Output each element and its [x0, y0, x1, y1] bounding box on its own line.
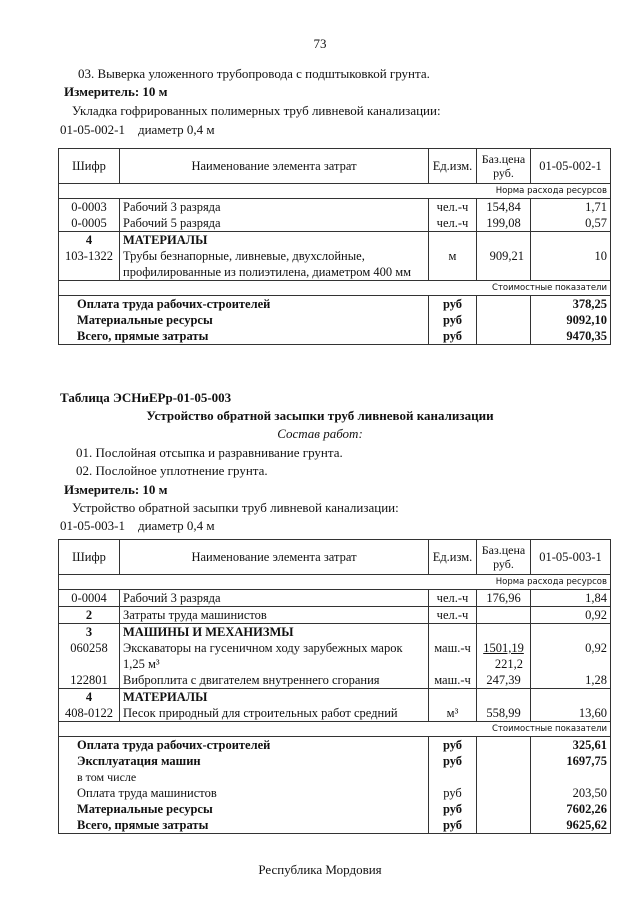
- norm-subheader: Норма расхода ресурсов: [59, 575, 611, 590]
- table-row: 060258 Экскаваторы на гусеничном ходу зарубежных марок 1,25 м³ маш.-ч 1501,19 221,2 0,92: [59, 640, 611, 672]
- table-row: 122801 Виброплита с двигателем внутреннего сгорания маш.-ч 247,39 1,28: [59, 672, 611, 689]
- header-norm: 01-05-003-1: [531, 540, 611, 575]
- section-title: Укладка гофрированных полимерных труб ливневой канализации:: [72, 103, 441, 118]
- table-row: 408-0122 Песок природный для строительных работ средний м³ 558,99 13,60: [59, 705, 611, 722]
- measure-unit: Измеритель: 10 м: [64, 482, 168, 497]
- norm-subheader: Норма расхода ресурсов: [59, 184, 611, 199]
- summary-row: Всего, прямые затраты руб 9625,62: [59, 817, 611, 834]
- page-number: 73: [313, 36, 327, 51]
- composition-label: Состав работ:: [277, 426, 363, 441]
- table-row: 103-1322 Трубы безнапорные, ливневые, двухслойные, профилированные из полиэтилена, диаметром 400 мм м 909,21 10: [59, 248, 611, 281]
- summary-row: Материальные ресурсы руб 9092,10: [59, 312, 611, 328]
- header-code: Шифр: [59, 540, 120, 575]
- header-unit: Ед.изм.: [429, 540, 477, 575]
- summary-row: Оплата труда машинистов руб 203,50: [59, 785, 611, 801]
- table-row: 0-0003 Рабочий 3 разряда чел.-ч 154,84 1,71: [59, 199, 611, 216]
- header-name: Наименование элемента затрат: [120, 540, 429, 575]
- header-norm: 01-05-002-1: [531, 149, 611, 184]
- header-name: Наименование элемента затрат: [120, 149, 429, 184]
- header-price: Баз.цена руб.: [477, 149, 531, 184]
- work-item: 02. Послойное уплотнение грунта.: [76, 463, 268, 478]
- summary-row: Оплата труда рабочих-строителей руб 325,61: [59, 737, 611, 754]
- table-row-group-header: 4 МАТЕРИАЛЫ: [59, 689, 611, 706]
- summary-row: Оплата труда рабочих-строителей руб 378,25: [59, 296, 611, 313]
- work-item: 03. Выверка уложенного трубопровода с подштыковкой грунта.: [78, 66, 430, 81]
- table-row: 0-0005 Рабочий 5 разряда чел.-ч 199,08 0,57: [59, 215, 611, 232]
- table-header-row: [59, 149, 611, 184]
- estimate-table-1: [58, 148, 611, 345]
- section-title: Устройство обратной засыпки труб ливневой канализации:: [72, 500, 399, 515]
- footer-region: Республика Мордовия: [258, 862, 382, 877]
- summary-row: в том числе: [59, 769, 611, 785]
- code-line: 01-05-002-1 диаметр 0,4 м: [60, 122, 215, 137]
- summary-row: Всего, прямые затраты руб 9470,35: [59, 328, 611, 345]
- table-row: 2 Затраты труда машинистов чел.-ч 0,92: [59, 607, 611, 624]
- header-unit: Ед.изм.: [429, 149, 477, 184]
- table-header-row: [59, 540, 611, 575]
- estimate-table-2: [58, 539, 611, 834]
- code-line: 01-05-003-1 диаметр 0,4 м: [60, 518, 215, 533]
- section-heading: Устройство обратной засыпки труб ливневой канализации: [146, 408, 494, 423]
- work-item: 01. Послойная отсыпка и разравнивание грунта.: [76, 445, 343, 460]
- table-label: Таблица ЭСНиЕРр-01-05-003: [60, 390, 232, 405]
- table-row-group-header: 4 МАТЕРИАЛЫ: [59, 232, 611, 249]
- header-price: Баз.цена руб.: [477, 540, 531, 575]
- table-row: 0-0004 Рабочий 3 разряда чел.-ч 176,96 1,84: [59, 590, 611, 607]
- measure-unit: Измеритель: 10 м: [64, 84, 168, 99]
- table-row-group-header: 3 МАШИНЫ И МЕХАНИЗМЫ: [59, 624, 611, 641]
- header-code: Шифр: [59, 149, 120, 184]
- summary-row: Эксплуатация машин руб 1697,75: [59, 753, 611, 769]
- cost-subheader: Стоимостные показатели: [59, 722, 611, 737]
- cost-subheader: Стоимостные показатели: [59, 281, 611, 296]
- summary-row: Материальные ресурсы руб 7602,26: [59, 801, 611, 817]
